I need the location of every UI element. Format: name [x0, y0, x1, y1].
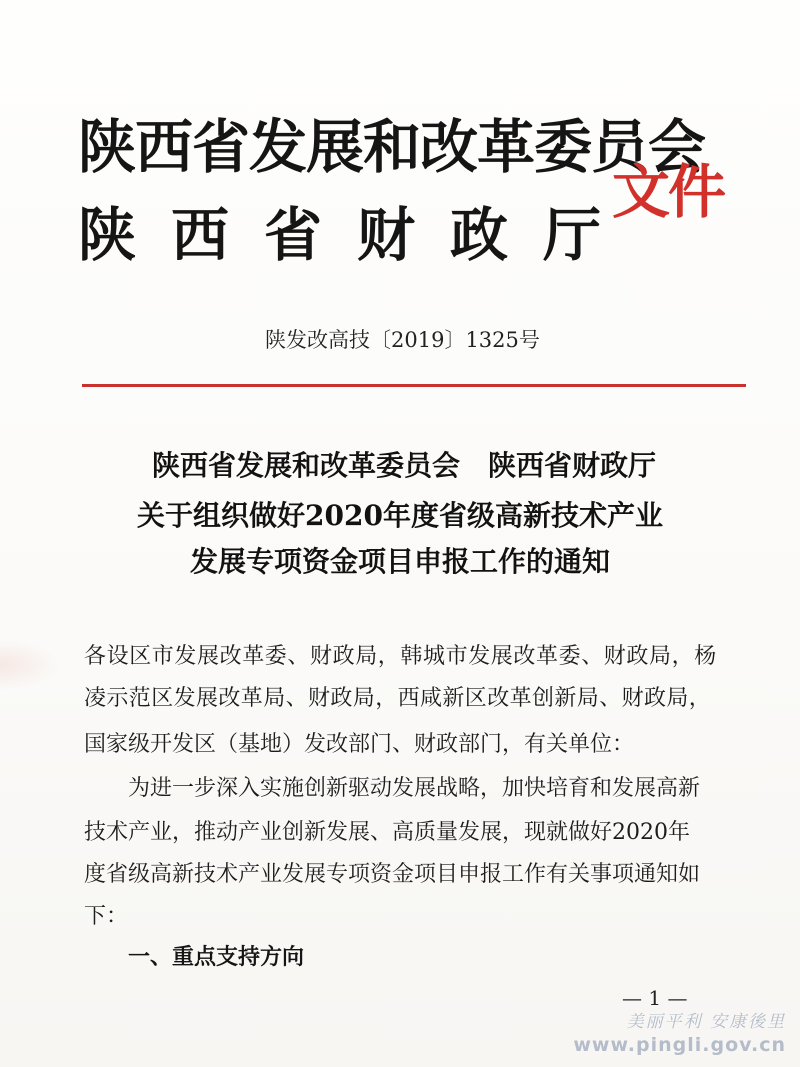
watermark-url: www.pingli.gov.cn	[573, 1034, 786, 1056]
section-heading: 一、重点支持方向	[128, 944, 305, 970]
title-line-1: 陕西省发展和改革委员会 陕西省财政厅	[151, 449, 656, 482]
scan-smudge	[0, 640, 60, 690]
red-separator-rule	[82, 384, 746, 387]
paragraph-line: 度省级高新技术产业发展专项资金项目申报工作有关事项通知如	[84, 862, 701, 887]
addressee-line: 各设区市发展改革委、财政局，韩城市发展改革委、财政局，杨	[84, 644, 717, 669]
doc-type-label: 文件	[612, 158, 725, 226]
title-line-3: 发展专项资金项目申报工作的通知	[189, 545, 610, 578]
title-line-2: 关于组织做好2020年度省级高新技术产业	[137, 499, 663, 532]
issuing-org-line-2: 陕西省财政厅	[78, 201, 637, 269]
paragraph-line: 技术产业，推动产业创新发展、高质量发展，现就做好2020年	[84, 820, 690, 845]
page-number: — 1 —	[622, 986, 688, 1010]
addressee-line: 国家级开发区（基地）发改部门、财政部门，有关单位：	[84, 732, 635, 757]
addressee-line: 凌示范区发展改革局、财政局，西咸新区改革创新局、财政局，	[84, 686, 712, 711]
issuing-org-line-1: 陕西省发展和改革委员会	[78, 113, 706, 181]
watermark-slogan: 美丽平利 安康後里	[626, 1012, 786, 1032]
document-number: 陕发改高技〔2019〕1325号	[265, 328, 540, 352]
paragraph-line: 为进一步深入实施创新驱动发展战略，加快培育和发展高新	[128, 776, 701, 801]
paragraph-line: 下：	[84, 904, 129, 929]
